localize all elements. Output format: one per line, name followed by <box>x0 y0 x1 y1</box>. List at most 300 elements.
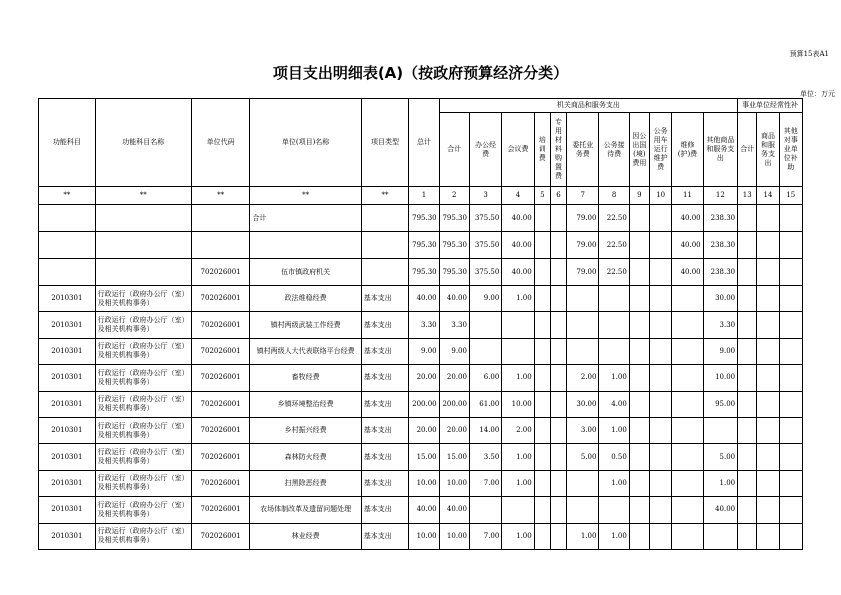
unit-name-cell: 乡镇环境整治经费 <box>250 391 361 417</box>
value-cell: 238.30 <box>703 205 738 232</box>
value-cell: 79.00 <box>567 232 599 259</box>
project-type-cell <box>361 259 409 286</box>
value-cell <box>650 232 672 259</box>
project-type-cell: 基本支出 <box>361 391 409 417</box>
unit-code-cell: 702026001 <box>191 497 250 523</box>
value-cell <box>469 312 501 338</box>
value-cell <box>629 286 649 312</box>
value-cell: 1.00 <box>567 523 599 549</box>
value-cell <box>779 205 802 232</box>
value-cell: 1.00 <box>502 365 534 391</box>
header-col-3: 办公经费 <box>469 113 501 187</box>
value-cell <box>738 523 757 549</box>
header-col-4: 会议费 <box>502 113 534 187</box>
project-type-cell: 基本支出 <box>361 417 409 443</box>
func-name-cell: 行政运行（政府办公厅（室）及相关机构事务） <box>95 391 191 417</box>
index-cell: 7 <box>567 187 599 205</box>
value-cell <box>650 523 672 549</box>
value-cell <box>738 470 757 496</box>
value-cell: 795.30 <box>409 259 439 286</box>
func-name-cell: 行政运行（政府办公厅（室）及相关机构事务） <box>95 365 191 391</box>
value-cell <box>550 232 566 259</box>
value-cell <box>650 205 672 232</box>
value-cell <box>672 470 703 496</box>
header-total: 总计 <box>409 99 439 187</box>
value-cell: 1.00 <box>502 444 534 470</box>
value-cell <box>534 259 550 286</box>
value-cell: 22.50 <box>599 259 629 286</box>
value-cell: 0.50 <box>599 444 629 470</box>
value-cell: 1.00 <box>703 470 738 496</box>
value-cell <box>672 338 703 364</box>
value-cell <box>738 259 757 286</box>
value-cell <box>550 312 566 338</box>
unit-name-cell: 畜牧经费 <box>250 365 361 391</box>
unit-code-cell: 702026001 <box>191 444 250 470</box>
index-cell: 1 <box>409 187 439 205</box>
header-group-institution-subsidy: 事业单位经常性补 <box>738 99 803 113</box>
value-cell: 10.00 <box>439 470 469 496</box>
unit-name-cell: 政法维稳经费 <box>250 286 361 312</box>
value-cell: 200.00 <box>439 391 469 417</box>
unit-code-cell: 702026001 <box>191 259 250 286</box>
value-cell: 3.00 <box>567 417 599 443</box>
value-cell <box>550 391 566 417</box>
value-cell: 375.50 <box>469 259 501 286</box>
value-cell <box>757 391 779 417</box>
func-name-cell: 行政运行（政府办公厅（室）及相关机构事务） <box>95 338 191 364</box>
value-cell: 30.00 <box>703 286 738 312</box>
value-cell <box>650 417 672 443</box>
value-cell <box>534 365 550 391</box>
index-cell: 8 <box>599 187 629 205</box>
index-cell: 6 <box>550 187 566 205</box>
unit-code-cell: 702026001 <box>191 312 250 338</box>
value-cell <box>779 391 802 417</box>
value-cell <box>599 312 629 338</box>
func-code-cell: 2010301 <box>39 444 96 470</box>
value-cell: 40.00 <box>672 232 703 259</box>
func-code-cell: 2010301 <box>39 417 96 443</box>
value-cell: 10.00 <box>703 365 738 391</box>
value-cell: 5.00 <box>567 444 599 470</box>
value-cell <box>757 286 779 312</box>
table-row <box>39 338 803 364</box>
value-cell: 1.00 <box>502 470 534 496</box>
value-cell <box>550 205 566 232</box>
value-cell <box>650 286 672 312</box>
value-cell <box>534 417 550 443</box>
header-col-11: 维修(护)费 <box>672 113 703 187</box>
header-col-5: 培训费 <box>534 113 550 187</box>
value-cell <box>502 338 534 364</box>
unit-code-cell <box>191 205 250 232</box>
func-name-cell: 行政运行（政府办公厅（室）及相关机构事务） <box>95 444 191 470</box>
value-cell: 95.00 <box>703 391 738 417</box>
table-row <box>39 286 803 312</box>
value-cell: 1.00 <box>599 523 629 549</box>
index-cell: 12 <box>703 187 738 205</box>
value-cell <box>534 205 550 232</box>
expenditure-table <box>38 98 803 550</box>
table-row <box>39 497 803 523</box>
project-type-cell: 基本支出 <box>361 444 409 470</box>
value-cell <box>629 444 649 470</box>
project-type-cell: 基本支出 <box>361 523 409 549</box>
header-col-7: 委托业务费 <box>567 113 599 187</box>
value-cell: 40.00 <box>409 286 439 312</box>
table-row <box>39 444 803 470</box>
value-cell <box>650 338 672 364</box>
page-title: 项目支出明细表(A)（按政府预算经济分类） <box>272 64 569 82</box>
value-cell <box>757 444 779 470</box>
value-cell <box>502 497 534 523</box>
value-cell <box>650 444 672 470</box>
table-row <box>39 232 803 259</box>
value-cell: 40.00 <box>672 259 703 286</box>
value-cell <box>550 365 566 391</box>
value-cell <box>672 391 703 417</box>
value-cell <box>629 365 649 391</box>
value-cell <box>779 470 802 496</box>
value-cell <box>650 391 672 417</box>
value-cell <box>757 312 779 338</box>
value-cell: 20.00 <box>409 417 439 443</box>
unit-code-cell: 702026001 <box>191 391 250 417</box>
value-cell: 20.00 <box>409 365 439 391</box>
value-cell <box>534 232 550 259</box>
value-cell <box>757 497 779 523</box>
value-cell <box>534 444 550 470</box>
value-cell: 3.50 <box>469 444 501 470</box>
value-cell <box>738 286 757 312</box>
value-cell <box>629 470 649 496</box>
func-name-cell <box>95 259 191 286</box>
header-col-15: 其他对事业单位补助 <box>779 113 802 187</box>
value-cell: 1.00 <box>502 286 534 312</box>
unit-code-cell: 702026001 <box>191 286 250 312</box>
value-cell <box>534 338 550 364</box>
value-cell: 40.00 <box>703 497 738 523</box>
value-cell <box>629 205 649 232</box>
value-cell: 40.00 <box>409 497 439 523</box>
index-cell: 4 <box>502 187 534 205</box>
value-cell <box>629 232 649 259</box>
index-cell: 15 <box>779 187 802 205</box>
value-cell <box>672 286 703 312</box>
value-cell: 1.00 <box>502 523 534 549</box>
value-cell: 2.00 <box>502 417 534 443</box>
value-cell <box>757 470 779 496</box>
func-name-cell: 行政运行（政府办公厅（室）及相关机构事务） <box>95 523 191 549</box>
value-cell <box>550 417 566 443</box>
value-cell: 4.00 <box>599 391 629 417</box>
table-row <box>39 205 803 232</box>
value-cell <box>550 523 566 549</box>
unit-name-cell: 农场体制改革及遗留问题处理 <box>250 497 361 523</box>
unit-code-cell: 702026001 <box>191 523 250 549</box>
value-cell <box>672 417 703 443</box>
value-cell <box>567 497 599 523</box>
value-cell <box>779 365 802 391</box>
value-cell: 40.00 <box>502 232 534 259</box>
table-row <box>39 470 803 496</box>
value-cell: 15.00 <box>439 444 469 470</box>
func-name-cell: 行政运行（政府办公厅（室）及相关机构事务） <box>95 470 191 496</box>
value-cell: 40.00 <box>439 286 469 312</box>
value-cell <box>779 417 802 443</box>
unit-name-cell: 镇村两级人大代表联络平台经费 <box>250 338 361 364</box>
value-cell: 9.00 <box>409 338 439 364</box>
value-cell <box>567 286 599 312</box>
unit-name-cell: 乡村振兴经费 <box>250 417 361 443</box>
value-cell <box>779 338 802 364</box>
func-name-cell: 行政运行（政府办公厅（室）及相关机构事务） <box>95 417 191 443</box>
func-code-cell <box>39 259 96 286</box>
value-cell <box>672 312 703 338</box>
value-cell <box>738 312 757 338</box>
value-cell: 61.00 <box>469 391 501 417</box>
table-row <box>39 417 803 443</box>
value-cell: 10.00 <box>409 523 439 549</box>
func-code-cell: 2010301 <box>39 312 96 338</box>
value-cell <box>757 259 779 286</box>
value-cell: 6.00 <box>469 365 501 391</box>
project-type-cell: 基本支出 <box>361 286 409 312</box>
value-cell: 238.30 <box>703 259 738 286</box>
value-cell: 1.00 <box>599 365 629 391</box>
value-cell: 3.30 <box>409 312 439 338</box>
value-cell <box>567 338 599 364</box>
value-cell: 15.00 <box>409 444 439 470</box>
header-col-6: 专用材料购置费 <box>550 113 566 187</box>
value-cell: 10.00 <box>502 391 534 417</box>
func-code-cell: 2010301 <box>39 523 96 549</box>
value-cell <box>757 365 779 391</box>
header-col-12: 其他商品和服务支出 <box>703 113 738 187</box>
unit-code-cell: 702026001 <box>191 470 250 496</box>
index-cell: 9 <box>629 187 649 205</box>
value-cell <box>779 312 802 338</box>
value-cell: 40.00 <box>502 205 534 232</box>
project-type-cell: 基本支出 <box>361 497 409 523</box>
value-cell: 2.00 <box>567 365 599 391</box>
value-cell: 20.00 <box>439 417 469 443</box>
func-code-cell: 2010301 <box>39 286 96 312</box>
value-cell: 40.00 <box>439 497 469 523</box>
table-number-label: 预算15表A1 <box>789 50 829 58</box>
value-cell: 795.30 <box>439 232 469 259</box>
value-cell <box>738 444 757 470</box>
value-cell <box>757 338 779 364</box>
func-code-cell <box>39 232 96 259</box>
unit-label: 单位：万元 <box>800 90 835 98</box>
value-cell <box>738 497 757 523</box>
header-project-type: 项目类型 <box>361 99 409 187</box>
index-cell: 3 <box>469 187 501 205</box>
value-cell <box>650 365 672 391</box>
value-cell <box>757 523 779 549</box>
value-cell: 40.00 <box>672 205 703 232</box>
value-cell <box>779 232 802 259</box>
header-col-9: 因公出国(境)费用 <box>629 113 649 187</box>
value-cell <box>779 286 802 312</box>
value-cell: 375.50 <box>469 232 501 259</box>
func-name-cell <box>95 205 191 232</box>
value-cell <box>672 365 703 391</box>
unit-name-cell: 森林防火经费 <box>250 444 361 470</box>
value-cell <box>738 365 757 391</box>
value-cell <box>650 259 672 286</box>
value-cell <box>534 391 550 417</box>
value-cell <box>502 312 534 338</box>
value-cell: 14.00 <box>469 417 501 443</box>
project-type-cell: 基本支出 <box>361 470 409 496</box>
value-cell <box>629 312 649 338</box>
value-cell <box>738 232 757 259</box>
value-cell <box>469 497 501 523</box>
func-name-cell <box>95 232 191 259</box>
value-cell <box>779 259 802 286</box>
value-cell: 3.30 <box>703 312 738 338</box>
func-code-cell: 2010301 <box>39 391 96 417</box>
value-cell <box>650 470 672 496</box>
table-row <box>39 523 803 549</box>
unit-code-cell: 702026001 <box>191 338 250 364</box>
value-cell <box>550 286 566 312</box>
project-type-cell <box>361 232 409 259</box>
value-cell <box>629 338 649 364</box>
value-cell: 795.30 <box>439 259 469 286</box>
value-cell <box>534 523 550 549</box>
header-unit-code: 单位代码 <box>191 99 250 187</box>
value-cell: 7.00 <box>469 470 501 496</box>
value-cell <box>599 497 629 523</box>
header-group-goods-services: 机关商品和服务支出 <box>439 99 738 113</box>
func-code-cell: 2010301 <box>39 338 96 364</box>
value-cell <box>738 338 757 364</box>
value-cell <box>757 205 779 232</box>
value-cell <box>550 338 566 364</box>
value-cell <box>703 417 738 443</box>
index-cell: ** <box>361 187 409 205</box>
value-cell <box>599 286 629 312</box>
value-cell: 238.30 <box>703 232 738 259</box>
value-cell <box>757 232 779 259</box>
index-cell: 14 <box>757 187 779 205</box>
value-cell <box>599 338 629 364</box>
value-cell <box>629 259 649 286</box>
index-cell: ** <box>39 187 96 205</box>
value-cell: 30.00 <box>567 391 599 417</box>
value-cell: 79.00 <box>567 259 599 286</box>
value-cell <box>757 417 779 443</box>
value-cell: 795.30 <box>409 205 439 232</box>
value-cell <box>534 497 550 523</box>
unit-name-cell: 林业经费 <box>250 523 361 549</box>
value-cell <box>738 391 757 417</box>
value-cell <box>534 286 550 312</box>
table-row <box>39 312 803 338</box>
value-cell <box>629 523 649 549</box>
header-col-13: 合计 <box>738 113 757 187</box>
func-name-cell: 行政运行（政府办公厅（室）及相关机构事务） <box>95 312 191 338</box>
unit-name-cell <box>250 232 361 259</box>
value-cell: 1.00 <box>599 470 629 496</box>
unit-code-cell <box>191 232 250 259</box>
value-cell <box>550 470 566 496</box>
value-cell: 1.00 <box>599 417 629 443</box>
index-cell: 2 <box>439 187 469 205</box>
func-code-cell: 2010301 <box>39 365 96 391</box>
project-type-cell: 基本支出 <box>361 338 409 364</box>
value-cell <box>703 523 738 549</box>
value-cell: 9.00 <box>439 338 469 364</box>
project-type-cell: 基本支出 <box>361 312 409 338</box>
value-cell: 375.50 <box>469 205 501 232</box>
value-cell <box>672 444 703 470</box>
value-cell <box>567 312 599 338</box>
unit-code-cell: 702026001 <box>191 365 250 391</box>
func-code-cell <box>39 205 96 232</box>
index-cell: 13 <box>738 187 757 205</box>
value-cell: 7.00 <box>469 523 501 549</box>
value-cell: 22.50 <box>599 205 629 232</box>
value-cell <box>550 444 566 470</box>
value-cell <box>650 312 672 338</box>
value-cell <box>779 497 802 523</box>
project-type-cell: 基本支出 <box>361 365 409 391</box>
value-cell <box>779 444 802 470</box>
value-cell <box>550 259 566 286</box>
header-func-code: 功能科目 <box>39 99 96 187</box>
value-cell <box>567 470 599 496</box>
func-name-cell: 行政运行（政府办公厅（室）及相关机构事务） <box>95 497 191 523</box>
unit-code-cell: 702026001 <box>191 417 250 443</box>
value-cell <box>629 417 649 443</box>
value-cell <box>629 497 649 523</box>
unit-name-cell: 扫黑除恶经费 <box>250 470 361 496</box>
project-type-cell <box>361 205 409 232</box>
value-cell <box>738 205 757 232</box>
value-cell: 10.00 <box>439 523 469 549</box>
value-cell: 9.00 <box>469 286 501 312</box>
index-cell: 11 <box>672 187 703 205</box>
value-cell: 20.00 <box>439 365 469 391</box>
header-col-14: 商品和服务支出 <box>757 113 779 187</box>
value-cell: 10.00 <box>409 470 439 496</box>
unit-name-cell: 伍市镇政府机关 <box>250 259 361 286</box>
value-cell: 200.00 <box>409 391 439 417</box>
value-cell: 3.30 <box>439 312 469 338</box>
header-col-10: 公务用车运行维护费 <box>650 113 672 187</box>
value-cell <box>672 523 703 549</box>
value-cell: 5.00 <box>703 444 738 470</box>
func-name-cell: 行政运行（政府办公厅（室）及相关机构事务） <box>95 286 191 312</box>
value-cell: 795.30 <box>409 232 439 259</box>
value-cell <box>672 497 703 523</box>
table-row <box>39 391 803 417</box>
table-row <box>39 365 803 391</box>
header-unit-name: 单位(项目)名称 <box>250 99 361 187</box>
value-cell <box>534 312 550 338</box>
value-cell: 795.30 <box>439 205 469 232</box>
table-row <box>39 259 803 286</box>
value-cell: 22.50 <box>599 232 629 259</box>
index-cell: ** <box>191 187 250 205</box>
index-cell: ** <box>250 187 361 205</box>
value-cell <box>738 417 757 443</box>
